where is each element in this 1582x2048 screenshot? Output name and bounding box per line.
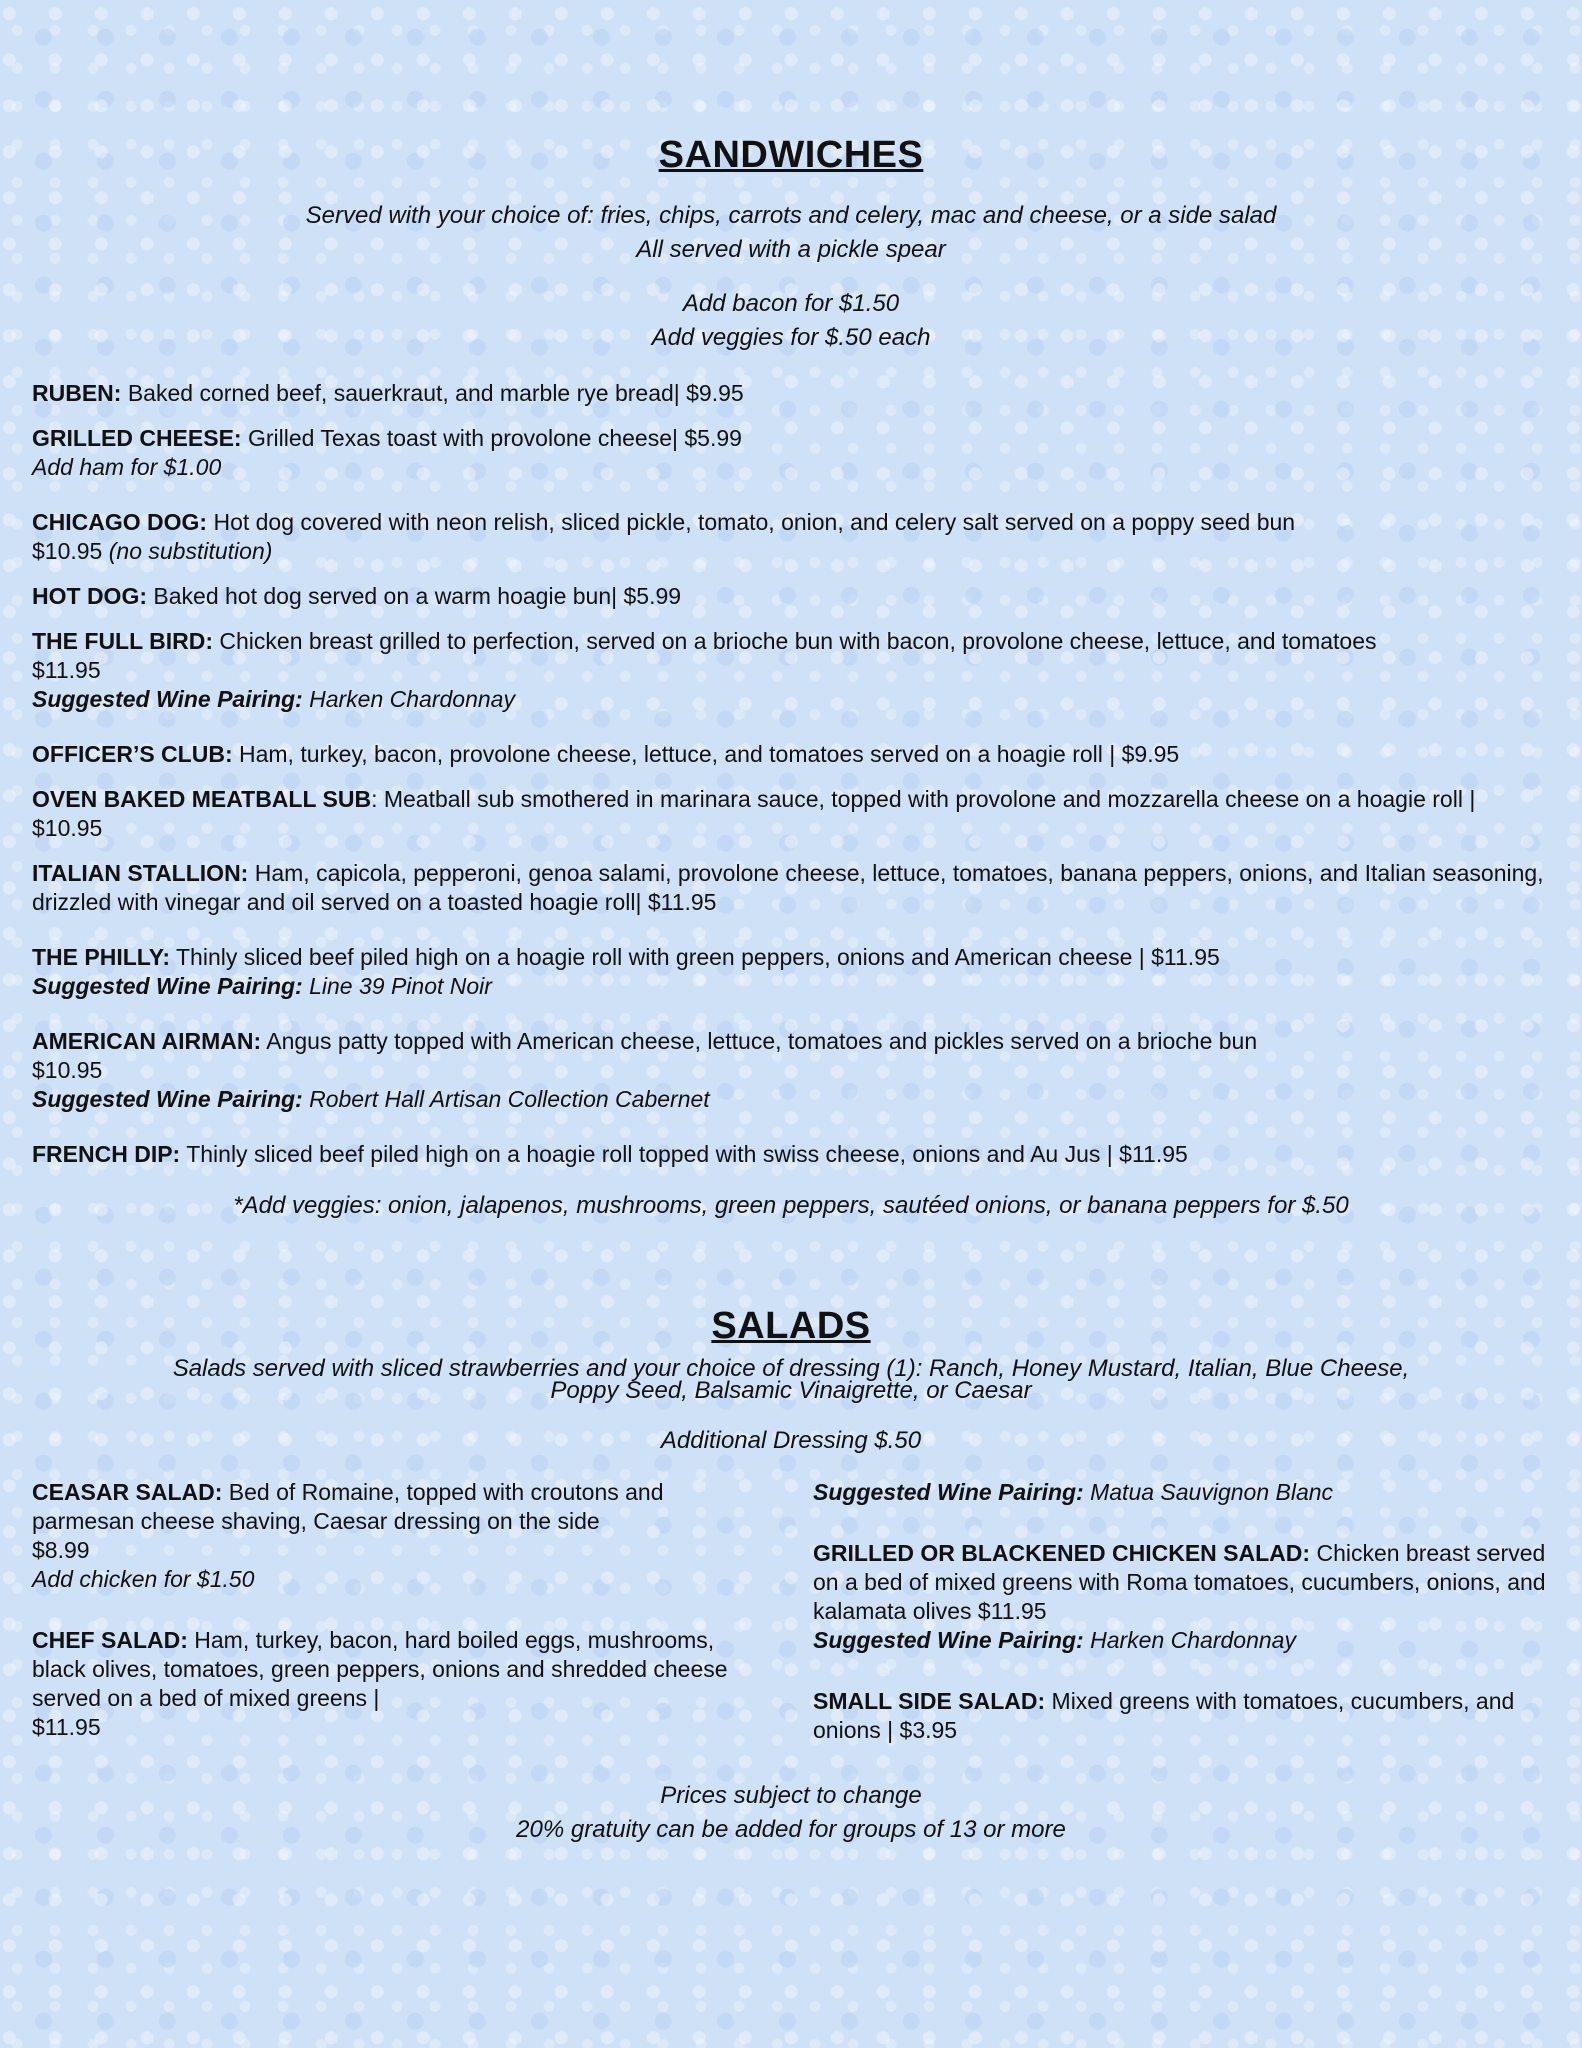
- item-name: CHEF SALAD:: [32, 1627, 188, 1653]
- item-price-note: (no substitution): [102, 538, 273, 564]
- item-french-dip: [32, 1140, 1550, 1169]
- pairing-value: Harken Chardonnay: [302, 686, 515, 712]
- item-name: SMALL SIDE SALAD:: [813, 1688, 1046, 1714]
- item-desc: Grilled Texas toast with provolone cheese| $5.99: [241, 425, 742, 451]
- item-desc: Chicken breast served on a bed of mixed greens with Roma tomatoes, cucumbers, onions, and kalamata olives $11.95: [813, 1540, 1546, 1624]
- addon-veggies: Add veggies for $.50 each: [651, 324, 931, 351]
- item-price: $11.95: [32, 657, 101, 683]
- item-name: ITALIAN STALLION:: [32, 860, 249, 886]
- item-name: GRILLED OR BLACKENED CHICKEN SALAD:: [813, 1540, 1311, 1566]
- sandwich-list: [32, 379, 1550, 1169]
- item-full-bird: [32, 627, 1550, 714]
- sandwiches-addons: [32, 287, 1550, 355]
- gratuity-note: 20% gratuity can be added for groups of 13 or more: [516, 1816, 1066, 1843]
- caesar-wine-pairing: [813, 1478, 1550, 1507]
- salad-columns: [32, 1478, 1550, 1777]
- item-ceasar-salad: [32, 1478, 769, 1594]
- item-american-airman: [32, 1027, 1550, 1114]
- item-officers-club: [32, 740, 1550, 769]
- item-desc: Ham, turkey, bacon, hard boiled eggs, mushrooms, black olives, tomatoes, green peppers, onions and shredded cheese served on a bed of mixed greens |: [32, 1627, 728, 1711]
- pairing-label: Suggested Wine Pairing:: [32, 1086, 303, 1112]
- pairing-value: Line 39 Pinot Noir: [302, 973, 492, 999]
- item-grilled-cheese: [32, 424, 1550, 482]
- item-name: RUBEN:: [32, 380, 122, 406]
- salad-column-right: [813, 1478, 1550, 1777]
- item-desc: Angus patty topped with American cheese, lettuce, tomatoes and pickles served on a brioche bun: [261, 1028, 1258, 1054]
- item-note: Add chicken for $1.50: [32, 1566, 255, 1592]
- item-desc: Thinly sliced beef piled high on a hoagie roll with green peppers, onions and American cheese | $11.95: [170, 944, 1220, 970]
- item-desc: Baked corned beef, sauerkraut, and marble rye bread| $9.95: [121, 380, 744, 406]
- pairing-value: Harken Chardonnay: [1083, 1627, 1296, 1653]
- item-desc: Bed of Romaine, topped with croutons and parmesan cheese shaving, Caesar dressing on the side: [32, 1479, 664, 1534]
- item-name: CEASAR SALAD:: [32, 1479, 223, 1505]
- item-price: $8.99: [32, 1537, 90, 1563]
- sandwiches-title: SANDWICHES: [658, 134, 924, 176]
- sandwiches-intro: [32, 199, 1550, 267]
- pairing-value: Matua Sauvignon Blanc: [1083, 1479, 1334, 1505]
- item-name: THE PHILLY:: [32, 944, 171, 970]
- item-desc: Ham, turkey, bacon, provolone cheese, lettuce, and tomatoes served on a hoagie roll | $9.95: [232, 741, 1180, 767]
- item-desc: Hot dog covered with neon relish, sliced pickle, tomato, onion, and celery salt served on a poppy seed bun: [207, 509, 1296, 535]
- item-meatball-sub: [32, 785, 1550, 843]
- salads-title: SALADS: [711, 1305, 871, 1347]
- intro-line-1: Served with your choice of: fries, chips, carrots and celery, mac and cheese, or a side salad: [305, 202, 1277, 229]
- item-name: CHICAGO DOG:: [32, 509, 208, 535]
- item-small-side-salad: [813, 1687, 1550, 1745]
- item-name: OVEN BAKED MEATBALL SUB: [32, 786, 372, 812]
- salad-column-left: [32, 1478, 769, 1777]
- item-hot-dog: [32, 582, 1550, 611]
- item-desc: Chicken breast grilled to perfection, served on a brioche bun with bacon, provolone cheese, lettuce, and tomatoes: [213, 628, 1377, 654]
- intro-line-2: All served with a pickle spear: [636, 236, 946, 263]
- item-desc: Mixed greens with tomatoes, cucumbers, and onions | $3.95: [813, 1688, 1515, 1743]
- item-desc: Ham, capicola, pepperoni, genoa salami, provolone cheese, lettuce, tomatoes, banana peppers, onions, and Italian seasoning, drizzled with vinegar and oil served on a toasted hoagie roll| $11.95: [32, 860, 1544, 915]
- item-price: $10.95: [32, 1057, 103, 1083]
- item-name: FRENCH DIP:: [32, 1141, 181, 1167]
- item-name: GRILLED CHEESE:: [32, 425, 242, 451]
- item-name: OFFICER’S CLUB:: [32, 741, 233, 767]
- salads-intro-line-2: Poppy Seed, Balsamic Vinaigrette, or Caesar: [550, 1377, 1032, 1404]
- item-name: THE FULL BIRD:: [32, 628, 214, 654]
- pairing-value: Robert Hall Artisan Collection Cabernet: [302, 1086, 710, 1112]
- item-desc: : Meatball sub smothered in marinara sauce, topped with provolone and mozzarella cheese on a hoagie roll | $10.95: [32, 786, 1476, 841]
- menu-footer: [32, 1779, 1550, 1847]
- item-chicken-salad: [813, 1539, 1550, 1655]
- item-chef-salad: [32, 1626, 769, 1742]
- item-ruben: [32, 379, 1550, 408]
- prices-note: Prices subject to change: [660, 1782, 922, 1809]
- item-name: AMERICAN AIRMAN:: [32, 1028, 262, 1054]
- salads-intro-line-1: Salads served with sliced strawberries and your choice of dressing (1): Ranch, Honey Mustard, Italian, Blue Cheese,: [172, 1355, 1410, 1382]
- addon-bacon: Add bacon for $1.50: [682, 290, 900, 317]
- item-desc: Baked hot dog served on a warm hoagie bun| $5.99: [147, 583, 682, 609]
- pairing-label: Suggested Wine Pairing:: [32, 973, 303, 999]
- item-note: Add ham for $1.00: [32, 454, 222, 480]
- item-name: HOT DOG:: [32, 583, 147, 609]
- item-chicago-dog: [32, 508, 1550, 566]
- item-italian-stallion: [32, 859, 1550, 917]
- additional-dressing: Additional Dressing $.50: [660, 1427, 922, 1454]
- pairing-label: Suggested Wine Pairing:: [813, 1479, 1084, 1505]
- pairing-label: Suggested Wine Pairing:: [813, 1627, 1084, 1653]
- salads-intro: [32, 1355, 1550, 1404]
- sandwiches-footnote: *Add veggies: onion, jalapenos, mushrooms, green peppers, sautéed onions, or banana peppers for $.50: [233, 1192, 1349, 1219]
- item-desc: Thinly sliced beef piled high on a hoagie roll topped with swiss cheese, onions and Au Jus | $11.95: [180, 1141, 1188, 1167]
- item-price: $10.95: [32, 538, 103, 564]
- item-price: $11.95: [32, 1714, 101, 1740]
- item-philly: [32, 943, 1550, 1001]
- pairing-label: Suggested Wine Pairing:: [32, 686, 303, 712]
